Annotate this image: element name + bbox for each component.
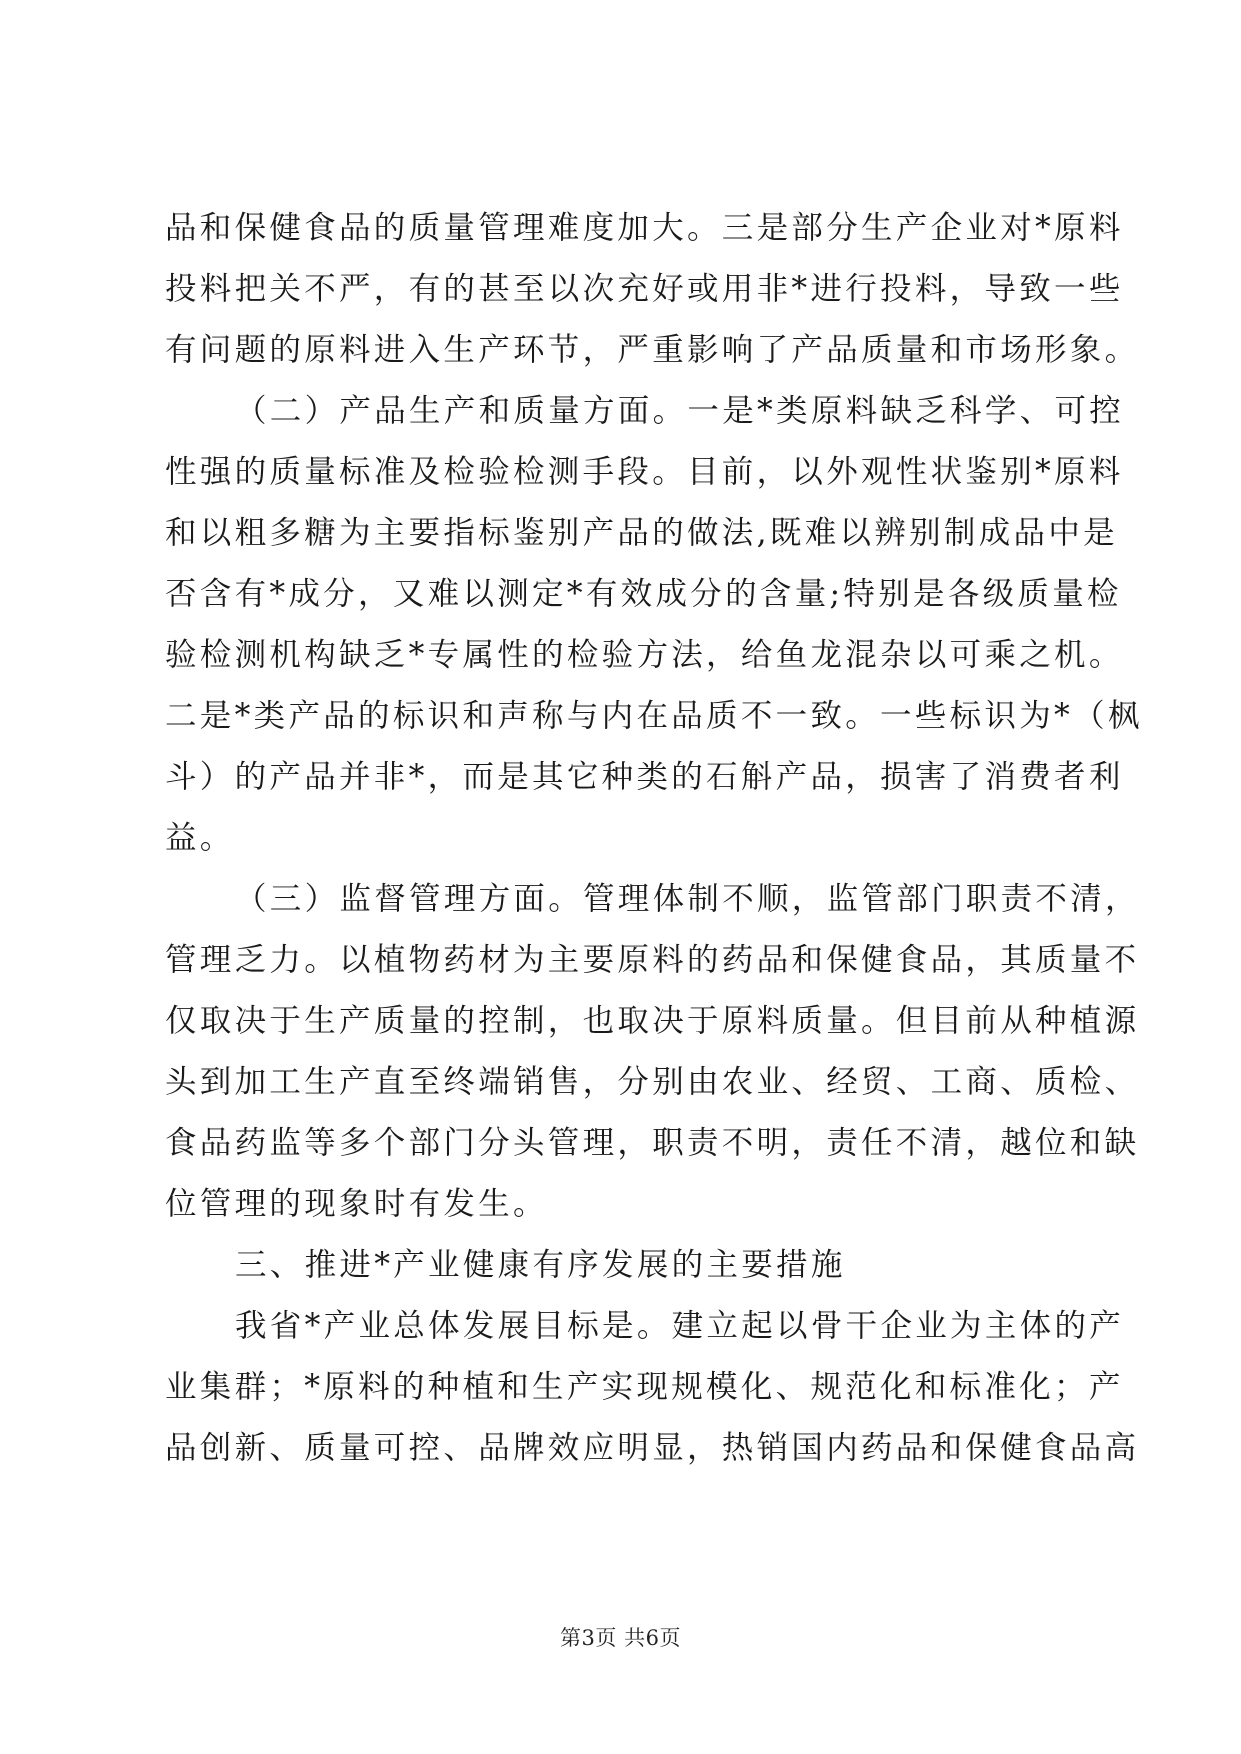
text-line: 性强的质量标准及检验检测手段。目前，以外观性状鉴别*原料 — [165, 454, 1124, 490]
text-line: 品创新、质量可控、品牌效应明显，热销国内药品和保健食品高 — [165, 1430, 1140, 1466]
section-heading-line: （二）产品生产和质量方面。一是*类原料缺乏科学、可控 — [235, 393, 1125, 429]
chapter-heading-line: 三、推进*产业健康有序发展的主要措施 — [235, 1247, 846, 1283]
text-line: 业集群；*原料的种植和生产实现规模化、规范化和标准化；产 — [165, 1369, 1124, 1405]
page-footer — [0, 1622, 1241, 1652]
text-line: 食品药监等多个部门分头管理，职责不明，责任不清，越位和缺 — [165, 1125, 1140, 1161]
page-number-label: 第3页 共6页 — [560, 1626, 681, 1650]
text-line: 头到加工生产直至终端销售，分别由农业、经贸、工商、质检、 — [165, 1064, 1140, 1100]
text-line: 投料把关不严，有的甚至以次充好或用非*进行投料，导致一些 — [165, 271, 1124, 307]
text-line: 验检测机构缺乏*专属性的检验方法，给鱼龙混杂以可乘之机。 — [165, 637, 1124, 673]
body-text — [165, 198, 1143, 1479]
text-line: 有问题的原料进入生产环节，严重影响了产品质量和市场形象。 — [165, 332, 1140, 368]
text-line: 位管理的现象时有发生。 — [165, 1186, 548, 1222]
text-line: 品和保健食品的质量管理难度加大。三是部分生产企业对*原料 — [165, 210, 1124, 246]
text-line: 管理乏力。以植物药材为主要原料的药品和保健食品，其质量不 — [165, 942, 1140, 978]
text-line: 我省*产业总体发展目标是。建立起以骨干企业为主体的产 — [235, 1308, 1125, 1344]
text-line: 二是*类产品的标识和声称与内在品质不一致。一些标识为*（枫 — [165, 698, 1143, 734]
text-line: 和以粗多糖为主要指标鉴别产品的做法,既难以辨别制成品中是 — [165, 515, 1118, 551]
text-line: 否含有*成分，又难以测定*有效成分的含量;特别是各级质量检 — [165, 576, 1122, 612]
text-line: 斗）的产品并非*，而是其它种类的石斛产品，损害了消费者利 — [165, 759, 1124, 795]
text-line: 益。 — [165, 820, 235, 856]
section-heading-line: （三）监督管理方面。管理体制不顺，监管部门职责不清， — [235, 881, 1140, 917]
text-line: 仅取决于生产质量的控制，也取决于原料质量。但目前从种植源 — [165, 1003, 1140, 1039]
